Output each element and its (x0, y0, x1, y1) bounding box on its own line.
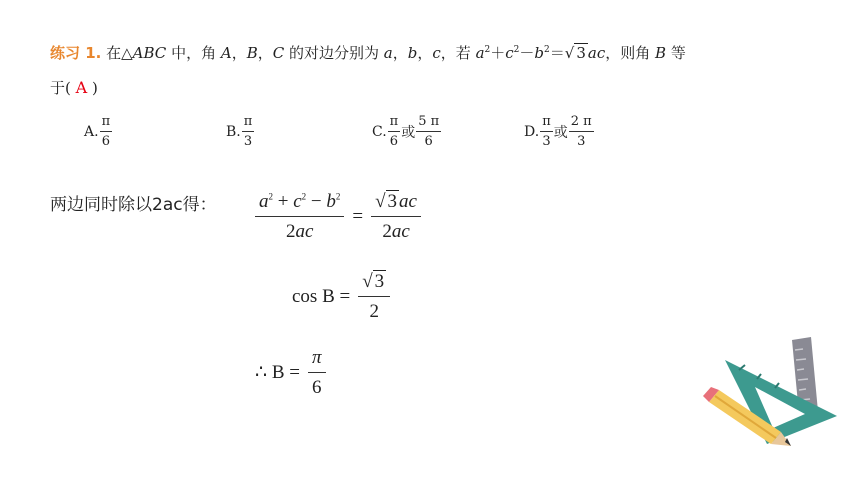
fraction: $\frac{√ 3}{2}$ (358, 272, 390, 321)
triangle-ruler-icon (725, 360, 837, 444)
option-d[interactable]: D. $\frac{\pi}{3}$ 或 $\frac{2 \pi}{3}$ (524, 114, 592, 149)
fraction: $\frac{\pi}{6}$ (101, 114, 111, 149)
fraction: $\frac{\pi}{6}$ (308, 348, 326, 397)
equation-step-3: ∴ B = $\frac{\pi}{6}$ (255, 348, 326, 397)
fraction: $\frac{\pi}{6}$ (389, 114, 399, 149)
option-a[interactable]: A. $\frac{\pi}{6}$ (84, 114, 111, 149)
solution-lead: 两边同时除以2ac得： (50, 195, 217, 215)
equation-step-2: cos B = $\frac{√ 3}{2}$ (292, 272, 390, 321)
option-c[interactable]: C. $\frac{\pi}{6}$ 或 $\frac{5 \pi}{6}$ (372, 114, 440, 149)
fraction: $\frac{\pi}{3}$ (542, 114, 551, 149)
fraction: $\frac{2 \pi}{3}$ (570, 114, 592, 149)
answer-mark: A (75, 78, 88, 97)
condition-formula: $a^2+c^2-b^2=√$ 3 ac (475, 44, 606, 62)
exercise-label: 练习 1. (50, 44, 102, 62)
option-b[interactable]: B. $\frac{\pi}{3}$ (226, 114, 253, 149)
equation-step-1: $\frac{a^2 + c^2 - b^2}{2ac}$ = $\frac{√ 3 ac}{2ac}$ (255, 192, 421, 241)
problem-statement: 练习 1. 在△ABC 中，角 A，B，C 的对边分别为 a，b，c，若 $a^2+c^2-b^2=√$ 3 ac，则角 B 等 (50, 44, 686, 62)
fraction: $\frac{\pi}{3}$ (243, 114, 253, 149)
fraction: $\frac{a^2 + c^2 - b^2}{2ac}$ (255, 192, 344, 241)
fraction: $\frac{5 \pi}{6}$ (418, 114, 440, 149)
stationery-illustration (695, 332, 845, 452)
problem-statement-line2: 于( A ) (50, 78, 98, 97)
fraction: $\frac{√ 3 ac}{2ac}$ (371, 192, 421, 241)
